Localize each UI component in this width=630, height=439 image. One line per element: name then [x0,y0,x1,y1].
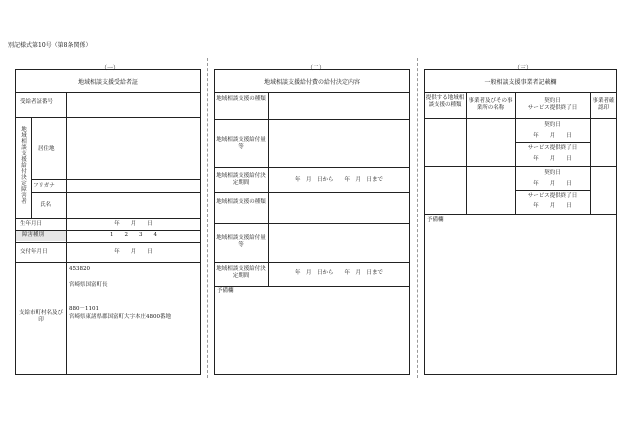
panel-two-title: 地域相談支援給付費の給付決定内容 [263,79,360,86]
address-label: 居住地 [38,146,55,152]
col-support-type: 提供する地域相談支援の種類 [425,95,465,108]
row1-end-date: 年 月 日 [533,156,572,162]
section-three-label: （三） [513,65,532,72]
panel-provider-entries [424,69,617,375]
birth-date-label: 生年月日 [20,221,43,227]
decision-period-label-2: 地域相談支援給付決定期間 [216,266,266,279]
beneficiary-group-label: 地域相談支援給付決定障害者 [20,126,26,204]
decision-period-label-1: 地域相談支援給付決定期間 [216,173,266,186]
col-service-end-date: サービス提供終了日 [527,105,578,111]
fold-line-2 [417,58,418,378]
panel-one-title: 地域相談支援受給者証 [77,79,138,86]
section-one-label: （一） [100,65,119,72]
municipality-label: 支給市町村名及び印 [18,310,63,323]
issuer-postal-code: 880－1101 [69,306,99,312]
disability-type-values: 1 2 3 4 [110,232,157,238]
row1-contract-label: 契約日 [544,122,561,128]
issuer-address: 宮崎県東諸県郡国富町大字本庄4800番地 [69,314,171,320]
row1-contract-date: 年 月 日 [533,133,572,139]
birth-date-value: 年 月 日 [114,221,153,227]
furigana-label: フリガナ [33,183,55,189]
row2-contract-date: 年 月 日 [533,181,572,187]
issue-date-value: 年 月 日 [114,249,153,255]
col-provider-seal: 事業者確認印 [592,98,615,111]
section-two-label: （二） [306,65,325,72]
row2-end-date: 年 月 日 [533,203,572,209]
decision-period-value-2: 年 月 日から 年 月 日まで [294,270,383,276]
row2-end-label: サービス提供終了日 [527,193,578,199]
panel-three-title: 一般相談支援事業者記載欄 [484,79,557,86]
disability-type-label: 障害種別 [22,232,45,238]
row1-end-label: サービス提供終了日 [527,145,578,151]
fold-line-1 [207,58,208,378]
panel-three-notes-label: 予備欄 [427,217,444,223]
support-type-label-1: 地域相談支援の種類 [216,96,266,102]
panel-benefit-decision [214,69,410,375]
name-label: 氏名 [40,202,52,208]
postal-code: 453820 [69,266,90,272]
support-amount-label-1: 地域相談支援給付量等 [216,137,266,150]
col-contract-date: 契約日 [544,98,561,104]
form-number: 別記様式第10号（第8条関係） [8,42,92,49]
support-type-label-2: 地域相談支援の種類 [216,199,266,205]
col-provider-name: 事業者及びその事業所の名称 [468,98,513,111]
row2-contract-label: 契約日 [544,170,561,176]
recipient-number-label: 受給者証番号 [20,99,54,105]
issuer-name: 宮崎県国富町長 [69,282,108,288]
support-amount-label-2: 地域相談支援給付量等 [216,235,266,248]
decision-period-value-1: 年 月 日から 年 月 日まで [294,177,383,183]
panel-two-notes-label: 予備欄 [217,288,234,294]
issue-date-label: 交付年月日 [20,249,48,255]
